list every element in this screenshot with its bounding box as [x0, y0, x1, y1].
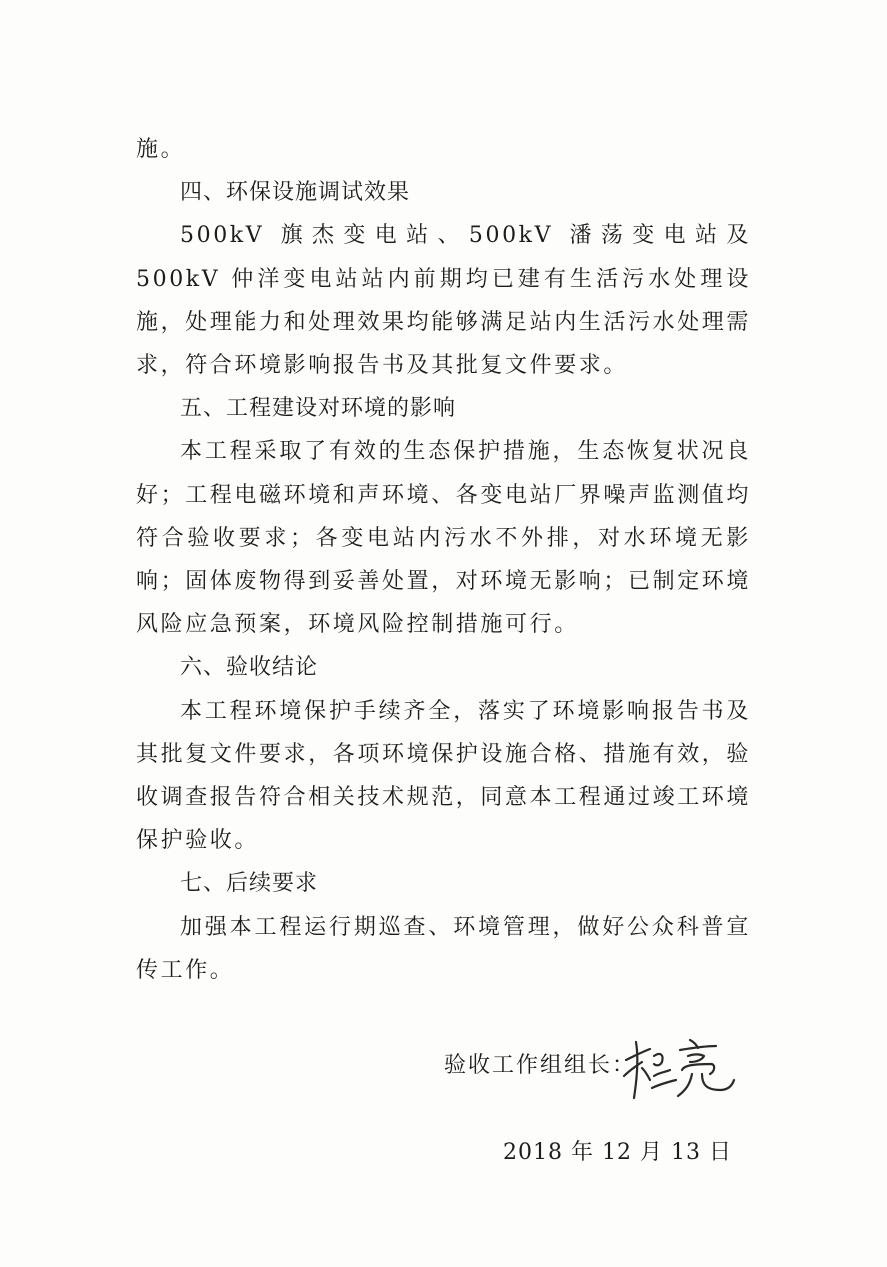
signature-block [0, 1032, 887, 1092]
body-paragraph: 施。 [136, 137, 186, 162]
body-paragraph: 500kV 旗杰变电站、500kV 潘荡变电站及 500kV 仲洋变电站站内前期均已建有生活污水处理设施，处理能力和处理效果均能够满足站内生活污水处理需求，符合环境影响报告书及其批复文件要求。 [136, 223, 752, 379]
section-heading: 六、验收结论 [180, 655, 319, 681]
section-heading: 七、后续要求 [180, 871, 319, 897]
section-heading: 五、工程建设对环境的影响 [180, 396, 457, 422]
handwritten-signature [620, 1032, 740, 1102]
section-heading: 四、环保设施调试效果 [180, 180, 411, 206]
document-date: 2018 年 12 月 13 日 [503, 1140, 732, 1165]
body-paragraph: 本工程环境保护手续齐全，落实了环境影响报告书及其批复文件要求，各项环境保护设施合格、措施有效，验收调查报告符合相关技术规范，同意本工程通过竣工环境保护验收。 [136, 698, 752, 854]
signature-label: 验收工作组组长： [444, 1053, 637, 1078]
body-paragraph: 本工程采取了有效的生态保护措施，生态恢复状况良好；工程电磁环境和声环境、各变电站厂界噪声监测值均符合验收要求；各变电站内污水不外排，对水环境无影响；固体废物得到妥善处置，对环境无影响；已制定环境风险应急预案，环境风险控制措施可行。 [136, 439, 752, 638]
body-paragraph: 加强本工程运行期巡查、环境管理，做好公众科普宣传工作。 [136, 914, 751, 983]
document-body [136, 128, 751, 992]
